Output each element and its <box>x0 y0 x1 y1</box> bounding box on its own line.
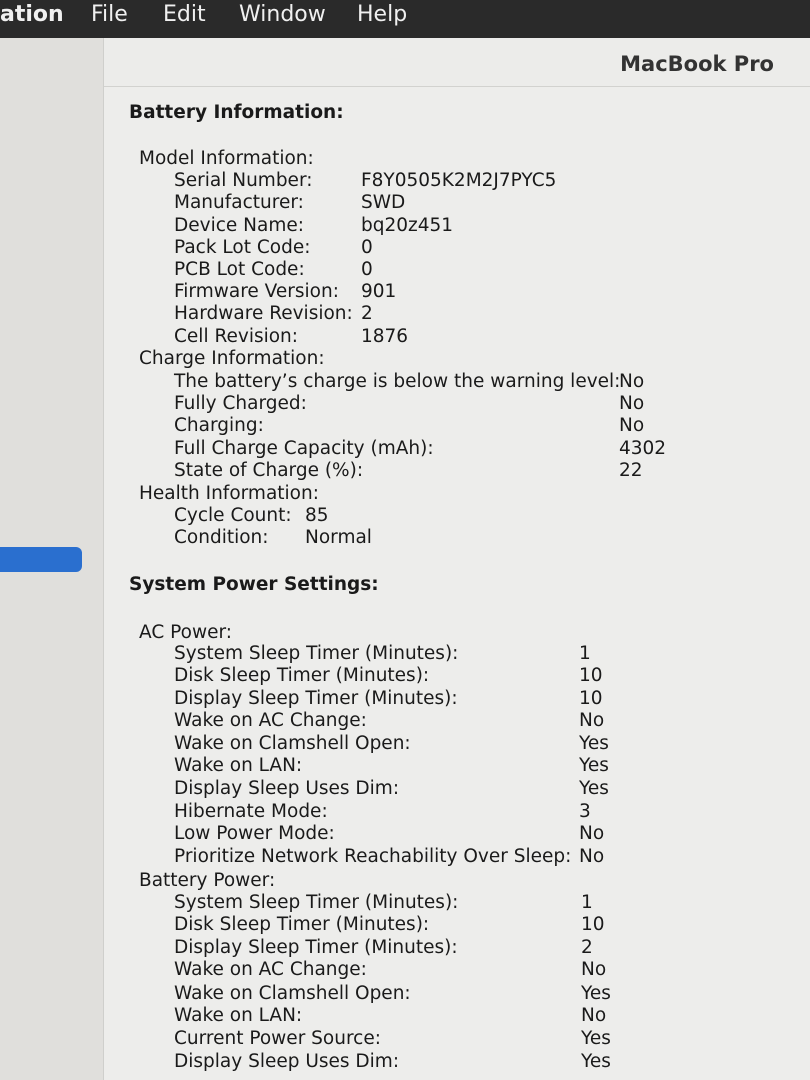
setting-row <box>174 937 593 959</box>
setting-value: 10 <box>581 914 605 935</box>
setting-label: Wake on LAN: <box>174 755 303 776</box>
setting-value: Yes <box>579 733 609 754</box>
setting-value: Yes <box>581 983 611 1004</box>
setting-value: 2 <box>581 937 593 958</box>
sidebar <box>0 38 104 1080</box>
group-label-battery-power: Battery Power: <box>139 870 276 891</box>
info-label: State of Charge (%): <box>174 460 364 481</box>
info-row <box>174 192 406 214</box>
setting-row <box>174 846 605 868</box>
section-title-power: System Power Settings: <box>129 574 379 595</box>
setting-row <box>174 959 607 981</box>
setting-value: Yes <box>581 1051 611 1072</box>
info-row <box>174 326 409 348</box>
setting-row <box>174 733 609 755</box>
info-label: Cell Revision: <box>174 326 299 347</box>
info-value: No <box>619 371 645 392</box>
info-label: Fully Charged: <box>174 393 307 414</box>
setting-value: 3 <box>579 801 591 822</box>
setting-label: Display Sleep Uses Dim: <box>174 778 400 799</box>
info-row <box>174 215 454 237</box>
setting-value: Yes <box>579 755 609 776</box>
machine-name: MacBook Pro <box>620 52 774 76</box>
group-label-health: Health Information: <box>139 483 319 504</box>
info-row <box>174 281 397 303</box>
info-row <box>174 460 643 482</box>
setting-row <box>174 983 611 1005</box>
menu-app-name[interactable]: ation <box>0 2 64 27</box>
info-row <box>174 237 373 259</box>
setting-row <box>174 643 591 665</box>
setting-label: Prioritize Network Reachability Over Sleep: <box>174 846 572 867</box>
info-value: 0 <box>361 237 373 258</box>
setting-value: 1 <box>581 892 593 913</box>
setting-label: Disk Sleep Timer (Minutes): <box>174 665 430 686</box>
info-row <box>174 438 667 460</box>
setting-value: 10 <box>579 688 603 709</box>
setting-label: Low Power Mode: <box>174 823 335 844</box>
info-row <box>174 505 329 527</box>
info-row <box>174 170 557 192</box>
setting-row <box>174 892 593 914</box>
setting-row <box>174 1051 611 1073</box>
info-value: 2 <box>361 303 373 324</box>
info-value: No <box>619 415 645 436</box>
info-value: 4302 <box>619 438 667 459</box>
setting-row <box>174 778 609 800</box>
setting-row <box>174 801 591 823</box>
setting-label: Current Power Source: <box>174 1028 381 1049</box>
setting-value: 1 <box>579 643 591 664</box>
info-label: Manufacturer: <box>174 192 304 213</box>
info-value: F8Y0505K2M2J7PYC5 <box>361 170 557 191</box>
setting-value: 10 <box>579 665 603 686</box>
setting-label: Hibernate Mode: <box>174 801 328 822</box>
menu-help[interactable]: Help <box>357 2 408 27</box>
setting-value: No <box>581 959 607 980</box>
setting-value: No <box>579 846 605 867</box>
info-label: Firmware Version: <box>174 281 339 302</box>
menu-window[interactable]: Window <box>239 2 326 27</box>
setting-label: Display Sleep Uses Dim: <box>174 1051 400 1072</box>
info-value: 0 <box>361 259 373 280</box>
info-value: 1876 <box>361 326 409 347</box>
sidebar-selected-item[interactable] <box>0 547 82 572</box>
setting-label: System Sleep Timer (Minutes): <box>174 892 459 913</box>
setting-label: Display Sleep Timer (Minutes): <box>174 937 458 958</box>
setting-label: Wake on AC Change: <box>174 959 367 980</box>
setting-row <box>174 755 609 777</box>
detail-pane <box>104 87 810 1080</box>
setting-label: Wake on AC Change: <box>174 710 367 731</box>
info-value: 901 <box>361 281 397 302</box>
setting-label: System Sleep Timer (Minutes): <box>174 643 459 664</box>
info-label: Condition: <box>174 527 269 548</box>
info-value: 85 <box>305 505 329 526</box>
menu-edit[interactable]: Edit <box>163 2 206 27</box>
setting-value: No <box>579 823 605 844</box>
info-label: Hardware Revision: <box>174 303 353 324</box>
info-value: Normal <box>305 527 372 548</box>
setting-value: Yes <box>581 1028 611 1049</box>
group-label-charge: Charge Information: <box>139 348 325 369</box>
info-label: Cycle Count: <box>174 505 292 526</box>
info-value: 22 <box>619 460 643 481</box>
setting-value: No <box>579 710 605 731</box>
setting-row <box>174 1005 607 1027</box>
info-label: Full Charge Capacity (mAh): <box>174 438 434 459</box>
setting-label: Wake on LAN: <box>174 1005 303 1026</box>
setting-row <box>174 688 603 710</box>
info-row <box>174 393 645 415</box>
info-label: Serial Number: <box>174 170 313 191</box>
setting-label: Display Sleep Timer (Minutes): <box>174 688 458 709</box>
setting-value: No <box>581 1005 607 1026</box>
setting-row <box>174 1028 611 1050</box>
info-label: Charging: <box>174 415 264 436</box>
info-row <box>174 527 372 549</box>
info-label: PCB Lot Code: <box>174 259 305 280</box>
setting-row <box>174 823 605 845</box>
info-value: bq20z451 <box>361 215 454 236</box>
info-value: No <box>619 393 645 414</box>
section-title-battery: Battery Information: <box>129 102 344 123</box>
info-label: Pack Lot Code: <box>174 237 311 258</box>
group-label-ac-power: AC Power: <box>139 622 232 643</box>
detail-header <box>104 38 810 87</box>
info-row <box>174 371 645 393</box>
info-label: The battery’s charge is below the warning level: <box>174 371 621 392</box>
menu-file[interactable]: File <box>91 2 128 27</box>
info-row <box>174 415 645 437</box>
info-row <box>174 303 373 325</box>
setting-label: Disk Sleep Timer (Minutes): <box>174 914 430 935</box>
setting-row <box>174 665 603 687</box>
info-label: Device Name: <box>174 215 304 236</box>
info-value: SWD <box>361 192 406 213</box>
group-label-model: Model Information: <box>139 148 314 169</box>
setting-value: Yes <box>579 778 609 799</box>
setting-row <box>174 914 605 936</box>
menu-bar <box>0 0 810 38</box>
info-row <box>174 259 373 281</box>
setting-row <box>174 710 605 732</box>
setting-label: Wake on Clamshell Open: <box>174 733 411 754</box>
setting-label: Wake on Clamshell Open: <box>174 983 411 1004</box>
